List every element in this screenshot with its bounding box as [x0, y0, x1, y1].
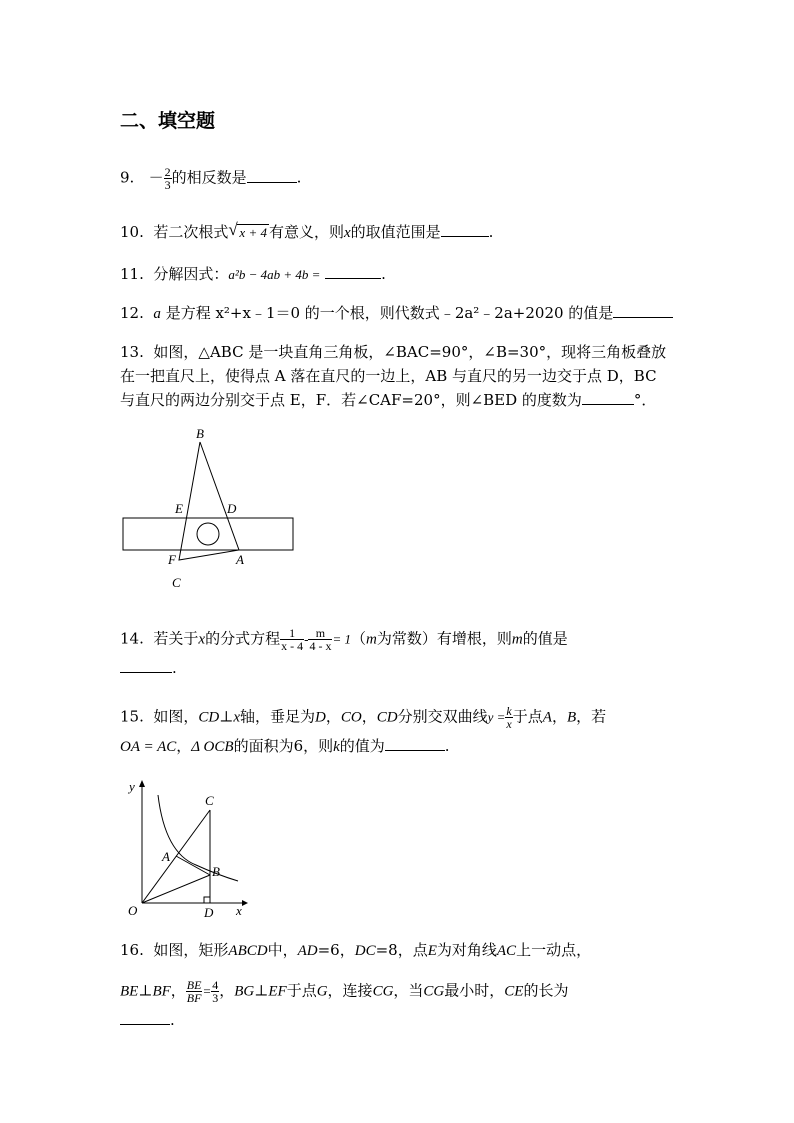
- math-text: G: [316, 983, 328, 1000]
- question-14-blank-line: [120, 658, 177, 677]
- ruler-hole: [197, 523, 219, 545]
- equals-sign: =: [202, 983, 212, 999]
- fraction-numerator: m: [308, 627, 332, 640]
- question-text: 若关于: [153, 629, 199, 648]
- question-text: 的值是: [522, 629, 568, 648]
- question-text: ，: [170, 981, 186, 1000]
- variable: x: [343, 225, 351, 241]
- question-text: 如图，矩形: [153, 941, 229, 959]
- question-16: [120, 942, 591, 960]
- question-16-line-2: [120, 979, 568, 1004]
- question-text: 于点: [512, 707, 543, 726]
- fraction: [280, 627, 304, 652]
- question-text: 的取值范围是: [350, 223, 441, 241]
- question-text: 如图，△ABC 是一块直角三角板，∠BAC=90°，∠B=30°，现将三角板叠放: [153, 343, 667, 361]
- math-text: AD: [297, 943, 318, 959]
- math-text: Δ OCB: [191, 739, 234, 755]
- question-text: ，: [219, 981, 235, 1000]
- question-text: °．: [633, 391, 657, 409]
- question-text: =8，点: [375, 941, 428, 959]
- minus-sign: －: [148, 168, 164, 187]
- math-text: A: [542, 709, 552, 726]
- question-number: 13.: [120, 343, 144, 361]
- right-angle-mark: [204, 897, 210, 903]
- question-text: 的长为: [523, 981, 569, 1000]
- question-text: 是方程 x²+x﹣1＝0 的一个根，则代数式﹣2a²﹣2a+2020 的值是: [165, 304, 614, 322]
- answer-blank[interactable]: [385, 736, 445, 751]
- math-text: AC: [496, 943, 517, 959]
- question-text: 如图，: [153, 707, 199, 726]
- fraction: [505, 705, 512, 730]
- triangle-ruler-figure: [110, 420, 310, 595]
- math-text: CG: [423, 983, 445, 1000]
- hyperbola-figure: [118, 775, 258, 920]
- math-text: k: [333, 739, 340, 755]
- fraction: [186, 979, 203, 1004]
- fraction: [308, 627, 332, 652]
- math-text: B: [566, 709, 577, 726]
- fraction-denominator: BF: [186, 991, 202, 1005]
- label-e: E: [175, 501, 183, 516]
- label-a: A: [162, 849, 170, 864]
- math-text: D: [315, 709, 326, 726]
- math-text: DC: [354, 943, 376, 959]
- label-d: D: [204, 905, 214, 920]
- label-d: D: [227, 501, 237, 516]
- question-text: ，: [325, 707, 341, 726]
- question-15: [120, 705, 606, 730]
- fraction: [164, 166, 172, 191]
- fraction-numerator: 2: [164, 165, 171, 179]
- math-text: CG: [372, 983, 394, 1000]
- fraction-denominator: 3: [212, 991, 219, 1005]
- fraction-denominator: x - 4: [281, 639, 304, 653]
- square-root-expression: [228, 220, 269, 241]
- math-text: BF: [152, 983, 171, 1000]
- period: .: [488, 223, 494, 241]
- answer-blank[interactable]: [441, 222, 489, 237]
- math-expression: a²b − 4ab + 4b =: [228, 267, 321, 282]
- question-text: 在一把直尺上，使得点 A 落在直尺的一边上，AB 与直尺的另一边交于点 D，BC: [120, 367, 657, 385]
- question-16-blank-line: [120, 1010, 175, 1029]
- label-a: A: [236, 552, 244, 567]
- answer-blank[interactable]: [325, 264, 381, 279]
- question-number: 11.: [120, 265, 144, 283]
- question-text: 上一动点，: [516, 941, 592, 959]
- answer-blank[interactable]: [613, 303, 673, 318]
- question-text: ，若: [576, 707, 607, 726]
- question-number: 16.: [120, 941, 144, 959]
- label-o: O: [128, 903, 138, 918]
- math-text: y =: [487, 709, 506, 725]
- variable: x: [198, 631, 206, 648]
- fraction-numerator: k: [506, 704, 512, 718]
- answer-blank[interactable]: [582, 390, 634, 405]
- question-text: 最小时，: [444, 981, 505, 1000]
- question-10: [120, 222, 493, 242]
- fraction-denominator: 4 - x: [309, 639, 332, 653]
- minus-sign: -: [304, 631, 309, 647]
- question-text: 的面积为6，则: [233, 737, 334, 755]
- question-11: [120, 264, 386, 283]
- math-text: BG: [234, 983, 255, 1000]
- question-text: 中，: [267, 941, 298, 959]
- math-text: BE: [120, 983, 139, 1000]
- fraction-denominator: 3: [164, 178, 171, 192]
- fraction-numerator: BE: [186, 978, 202, 992]
- period: .: [172, 659, 177, 677]
- question-text: =6，: [317, 941, 355, 959]
- section-title: 二、填空题: [120, 110, 216, 132]
- label-c: C: [205, 793, 214, 808]
- question-number: 12.: [120, 304, 144, 322]
- question-text: 为常数）有增根，则: [376, 629, 512, 648]
- equation-rhs: = 1: [332, 631, 351, 647]
- label-y: y: [129, 779, 135, 794]
- question-text: ⊥: [254, 981, 269, 1000]
- radical-sign-icon: √: [228, 220, 238, 239]
- question-text: ⊥: [138, 981, 153, 1000]
- label-c: C: [172, 575, 181, 590]
- question-number: 10.: [120, 223, 144, 241]
- variable: m: [511, 631, 523, 648]
- question-text: 轴，垂足为: [240, 707, 316, 726]
- question-number: 14.: [120, 629, 144, 648]
- question-text: ，: [361, 707, 377, 726]
- answer-blank[interactable]: [120, 658, 172, 673]
- question-text: （: [350, 629, 366, 648]
- question-text: 的分式方程: [205, 629, 281, 648]
- x-axis-arrow-icon: [242, 900, 248, 906]
- fraction-numerator: 4: [212, 978, 219, 992]
- question-14: [120, 627, 568, 652]
- y-axis-arrow-icon: [139, 780, 145, 787]
- label-b: B: [212, 864, 220, 879]
- question-text: 有意义，则: [268, 223, 344, 241]
- question-text: 若二次根式: [153, 223, 229, 241]
- radicand: x + 4: [239, 225, 267, 240]
- question-text: 与直尺的两边分别交于点 E，F．若∠CAF=20°，则∠BED 的度数为: [120, 391, 582, 409]
- math-text: CD: [376, 709, 398, 726]
- question-13: [120, 340, 666, 412]
- question-text: ，当: [393, 981, 424, 1000]
- question-text: 分解因式：: [153, 265, 229, 283]
- question-text: 于点: [286, 981, 317, 1000]
- question-9: [120, 166, 301, 191]
- label-f: F: [168, 552, 176, 567]
- segment-ab: [176, 856, 210, 875]
- period: .: [444, 737, 450, 755]
- math-text: CO: [340, 709, 362, 726]
- question-text: ，: [551, 707, 567, 726]
- label-b: B: [196, 426, 204, 441]
- variable: m: [366, 631, 377, 648]
- variable: a: [153, 306, 161, 322]
- question-number: 9.: [120, 168, 135, 187]
- period: .: [296, 168, 302, 187]
- question-text: 的值为: [339, 737, 385, 755]
- period: .: [381, 265, 386, 283]
- question-text: ，连接: [327, 981, 373, 1000]
- question-12: [120, 303, 673, 323]
- math-text: OA = AC: [120, 739, 177, 755]
- label-x: x: [236, 903, 242, 918]
- math-text: EF: [268, 983, 287, 1000]
- question-15-line-2: [120, 736, 450, 756]
- math-text: CD⊥x: [198, 709, 241, 726]
- math-text: E: [427, 943, 437, 959]
- fraction-denominator: x: [506, 717, 512, 731]
- question-text: ，: [176, 737, 192, 755]
- question-text: 分别交双曲线: [397, 707, 488, 726]
- math-text: CE: [504, 983, 524, 1000]
- answer-blank[interactable]: [120, 1010, 170, 1025]
- period: .: [170, 1011, 175, 1029]
- question-text: 为对角线: [436, 941, 497, 959]
- question-number: 15.: [120, 707, 144, 726]
- question-text: 的相反数是: [171, 168, 247, 187]
- fraction-numerator: 1: [280, 627, 304, 640]
- answer-blank[interactable]: [247, 168, 297, 183]
- math-text: ABCD: [228, 943, 268, 959]
